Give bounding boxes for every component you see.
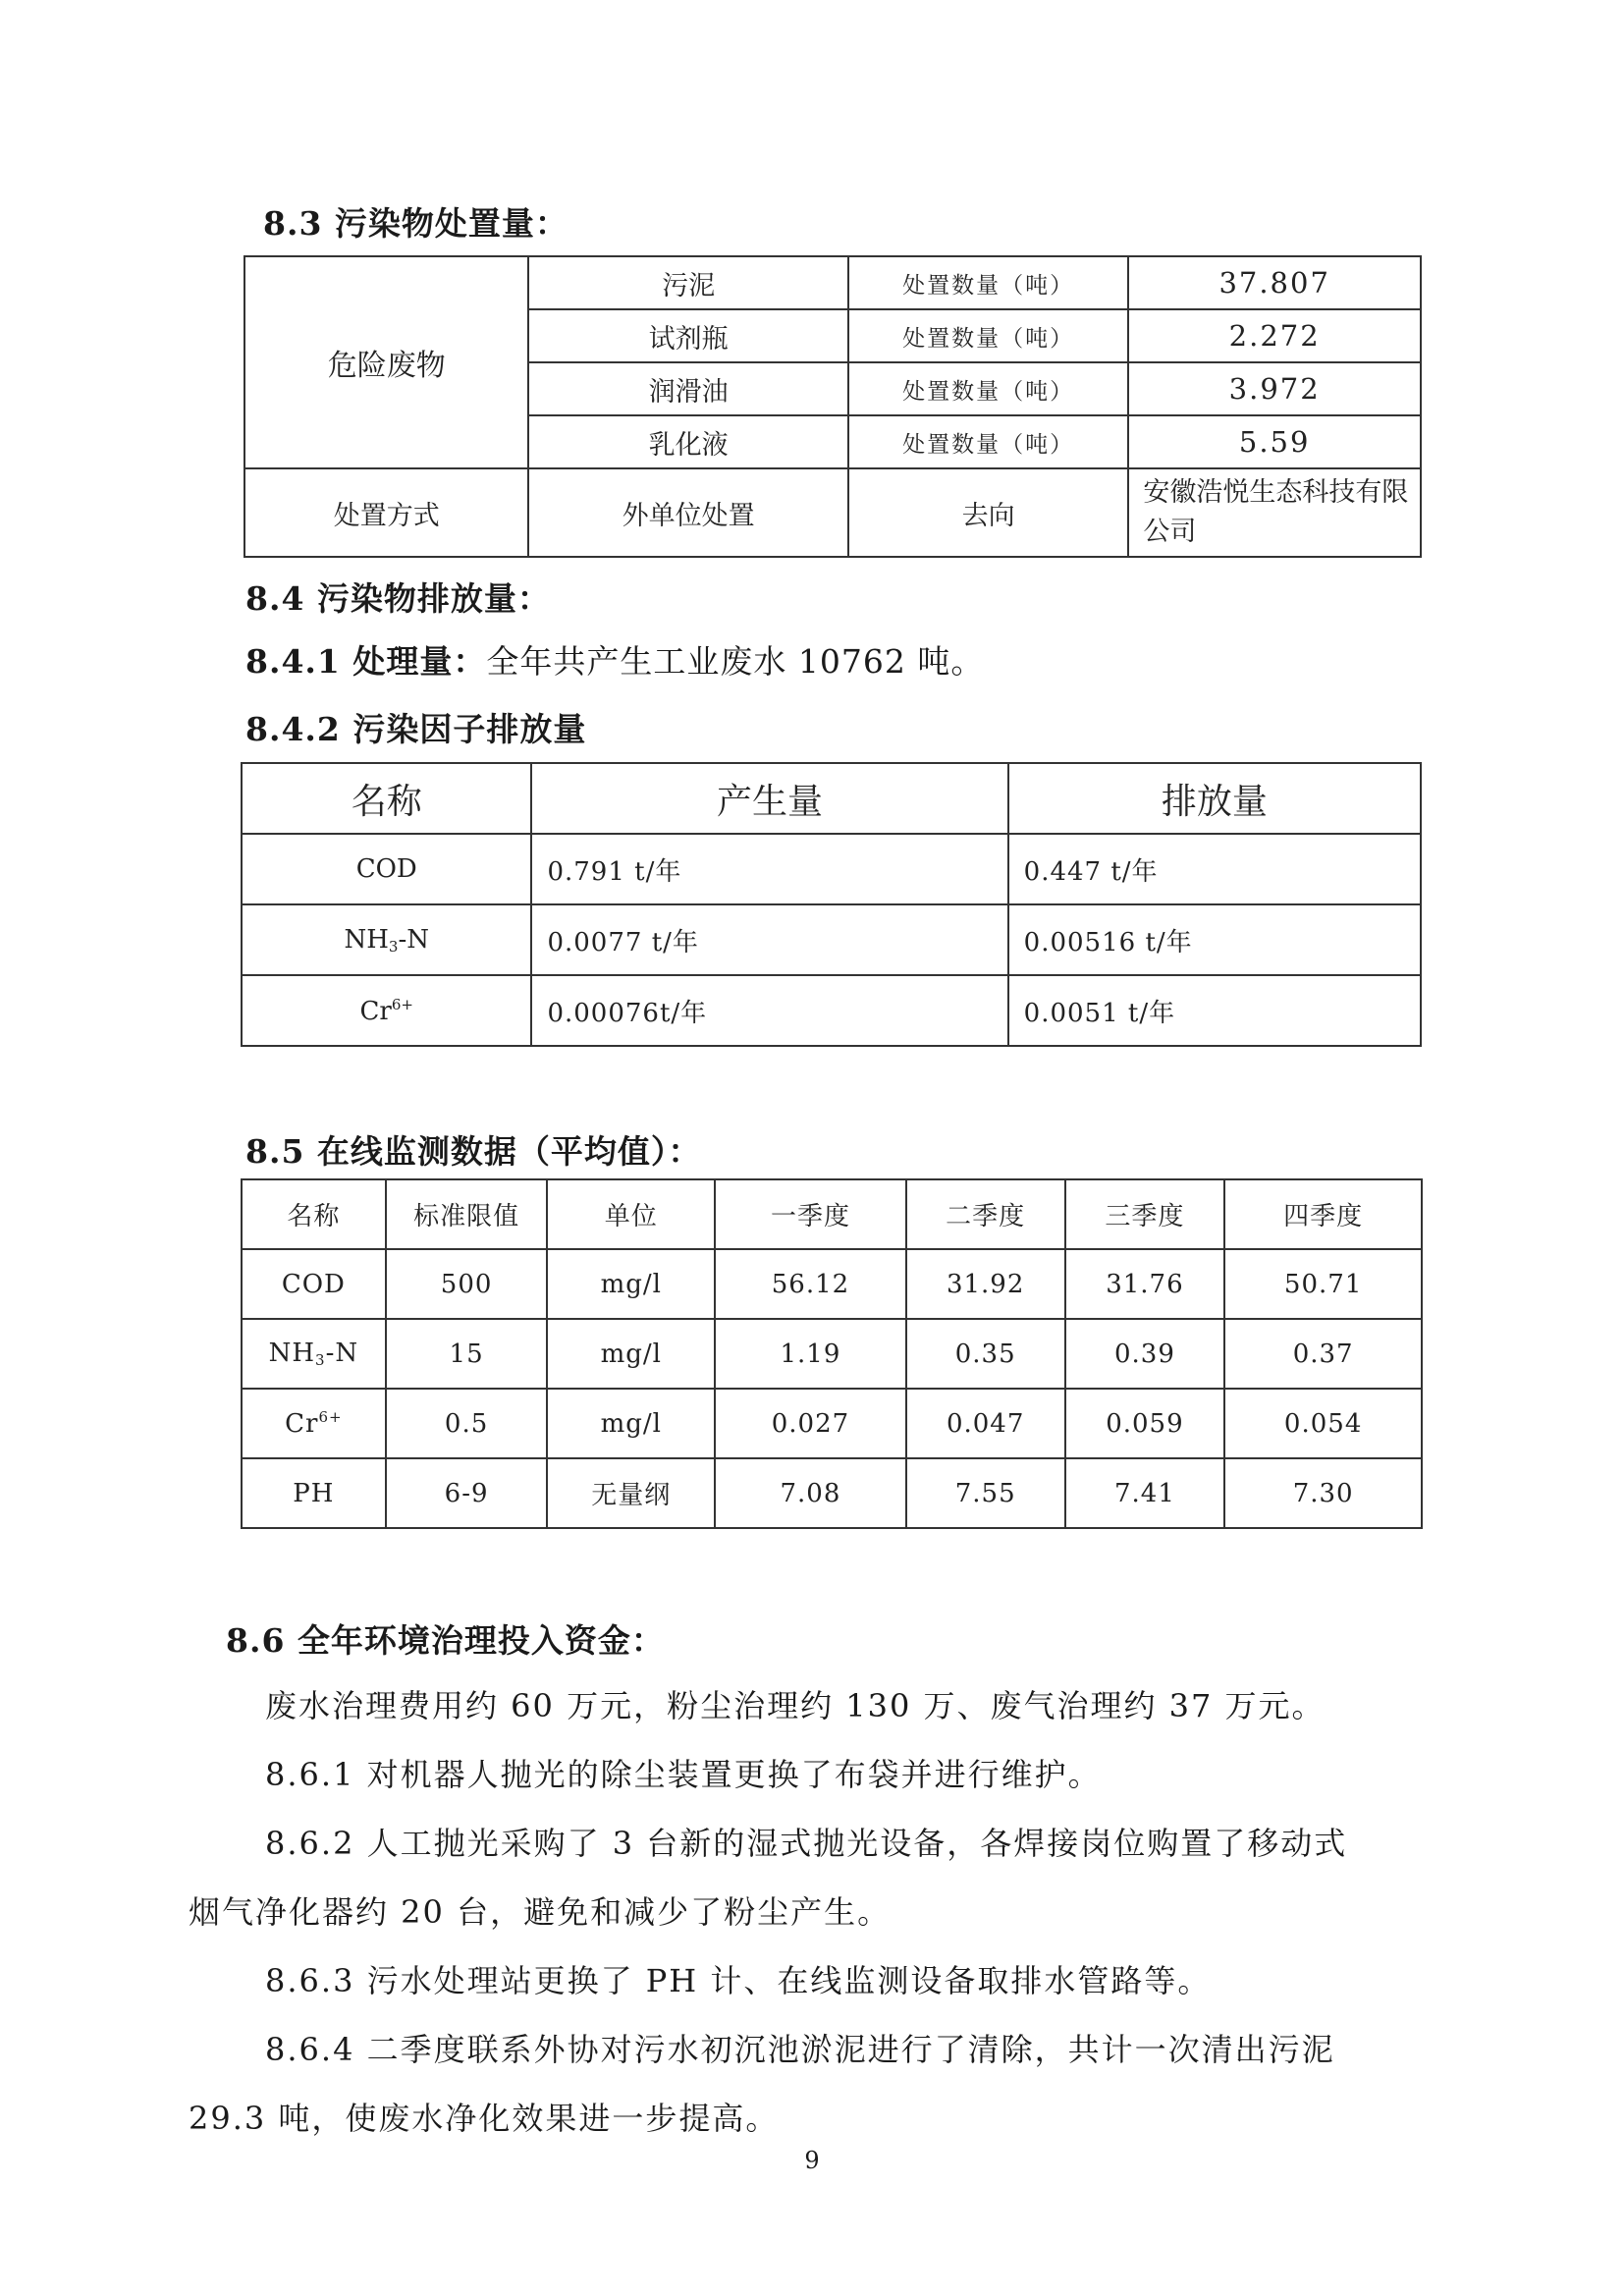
q4-cell: 7.30 — [1224, 1458, 1422, 1528]
unit-cell: 处置数量（吨） — [848, 362, 1129, 415]
q4-cell: 0.054 — [1224, 1389, 1422, 1458]
unit-cell: mg/l — [547, 1319, 715, 1389]
emitted-value: 0.447 t/年 — [1008, 834, 1421, 904]
unit-cell: 处置数量（吨） — [848, 256, 1129, 309]
section-8-4-2-heading: 8.4.2 污染因子排放量 — [245, 710, 587, 748]
section-8-4-1: 8.4.1 处理量：全年共产生工业废水 10762 吨。 — [245, 642, 985, 681]
wastewater-total-text: 全年共产生工业废水 10762 吨。 — [486, 642, 985, 681]
table-row — [242, 1458, 1422, 1528]
header-cell: 一季度 — [715, 1179, 906, 1249]
q1-cell: 0.027 — [715, 1389, 906, 1458]
header-cell: 标准限值 — [386, 1179, 548, 1249]
q4-cell: 0.37 — [1224, 1319, 1422, 1389]
header-cell: 单位 — [547, 1179, 715, 1249]
disposal-table — [244, 255, 1422, 558]
unit-cell: 处置数量（吨） — [848, 415, 1129, 468]
table-row — [244, 468, 1421, 557]
limit-cell: 500 — [386, 1249, 548, 1319]
table-row — [242, 904, 1421, 975]
q2-cell: 7.55 — [906, 1458, 1065, 1528]
header-cell: 排放量 — [1008, 763, 1421, 834]
section-8-3-heading: 8.3 污染物处置量： — [263, 204, 568, 243]
emitted-value: 0.00516 t/年 — [1008, 904, 1421, 975]
table-header-row — [242, 1179, 1422, 1249]
table-row — [242, 1249, 1422, 1319]
q4-cell: 50.71 — [1224, 1249, 1422, 1319]
item-cell: 污泥 — [528, 256, 847, 309]
q3-cell: 31.76 — [1065, 1249, 1225, 1319]
emitted-value: 0.0051 t/年 — [1008, 975, 1421, 1046]
pollutant-name: $NH_3-N$ — [242, 904, 531, 975]
q1-cell: 1.19 — [715, 1319, 906, 1389]
item-8-6-1: 8.6.1 对机器人抛光的除尘装置更换了布袋并进行维护。 — [265, 1756, 1102, 1793]
table-row — [244, 256, 1421, 309]
header-cell: 名称 — [242, 1179, 386, 1249]
q2-cell: 0.047 — [906, 1389, 1065, 1458]
page-number: 9 — [804, 2147, 820, 2174]
produced-value: 0.791 t/年 — [531, 834, 1007, 904]
unit-cell: 无量纲 — [547, 1458, 715, 1528]
method-value-cell: 外单位处置 — [528, 468, 847, 557]
item-cell: 乳化液 — [528, 415, 847, 468]
pollutant-name: COD — [242, 834, 531, 904]
table-header-row — [242, 763, 1421, 834]
dest-value-cell: 安徽浩悦生态科技有限公司 — [1128, 468, 1421, 557]
q2-cell: 0.35 — [906, 1319, 1065, 1389]
q1-cell: 7.08 — [715, 1458, 906, 1528]
value-cell: 3.972 — [1128, 362, 1421, 415]
value-cell: 2.272 — [1128, 309, 1421, 362]
header-cell: 名称 — [242, 763, 531, 834]
item-cell: 润滑油 — [528, 362, 847, 415]
table-row — [242, 1319, 1422, 1389]
indicator-name: $NH_3-N$ — [242, 1319, 386, 1389]
header-cell: 二季度 — [906, 1179, 1065, 1249]
table-row — [242, 975, 1421, 1046]
unit-cell: 处置数量（吨） — [848, 309, 1129, 362]
q3-cell: 7.41 — [1065, 1458, 1225, 1528]
item-8-6-4-line1: 8.6.4 二季度联系外协对污水初沉池淤泥进行了清除，共计一次清出污泥 — [265, 2031, 1335, 2068]
q1-cell: 56.12 — [715, 1249, 906, 1319]
produced-value: 0.0077 t/年 — [531, 904, 1007, 975]
table-row — [242, 834, 1421, 904]
item-cell: 试剂瓶 — [528, 309, 847, 362]
q3-cell: 0.39 — [1065, 1319, 1225, 1389]
header-cell: 四季度 — [1224, 1179, 1422, 1249]
category-cell: 危险废物 — [244, 256, 528, 468]
unit-cell: mg/l — [547, 1249, 715, 1319]
limit-cell: 0.5 — [386, 1389, 548, 1458]
limit-cell: 6-9 — [386, 1458, 548, 1528]
pollutant-name: $Cr^{6+}$ — [242, 975, 531, 1046]
monitoring-table — [241, 1178, 1423, 1529]
indicator-name: COD — [242, 1249, 386, 1319]
table-row — [242, 1389, 1422, 1458]
header-cell: 三季度 — [1065, 1179, 1225, 1249]
method-label-cell: 处置方式 — [244, 468, 528, 557]
indicator-name: $Cr^{6+}$ — [242, 1389, 386, 1458]
unit-cell: mg/l — [547, 1389, 715, 1458]
item-8-6-2-line2: 烟气净化器约 20 台，避免和减少了粉尘产生。 — [189, 1893, 892, 1931]
value-cell: 5.59 — [1128, 415, 1421, 468]
investment-summary: 废水治理费用约 60 万元，粉尘治理约 130 万、废气治理约 37 万元。 — [265, 1687, 1326, 1724]
dest-label-cell: 去向 — [848, 468, 1129, 557]
indicator-name: PH — [242, 1458, 386, 1528]
section-8-4-heading: 8.4 污染物排放量： — [245, 579, 551, 618]
item-8-6-4-line2: 29.3 吨，使废水净化效果进一步提高。 — [189, 2100, 780, 2137]
produced-value: 0.00076t/年 — [531, 975, 1007, 1046]
item-8-6-2-line1: 8.6.2 人工抛光采购了 3 台新的湿式抛光设备，各焊接岗位购置了移动式 — [265, 1825, 1348, 1862]
limit-cell: 15 — [386, 1319, 548, 1389]
q3-cell: 0.059 — [1065, 1389, 1225, 1458]
item-8-6-3: 8.6.3 污水处理站更换了 PH 计、在线监测设备取排水管路等。 — [265, 1962, 1212, 1999]
emission-table — [241, 762, 1422, 1047]
value-cell: 37.807 — [1128, 256, 1421, 309]
header-cell: 产生量 — [531, 763, 1007, 834]
section-8-5-heading: 8.5 在线监测数据（平均值）： — [245, 1132, 702, 1171]
section-8-6-heading: 8.6 全年环境治理投入资金： — [226, 1621, 665, 1660]
q2-cell: 31.92 — [906, 1249, 1065, 1319]
